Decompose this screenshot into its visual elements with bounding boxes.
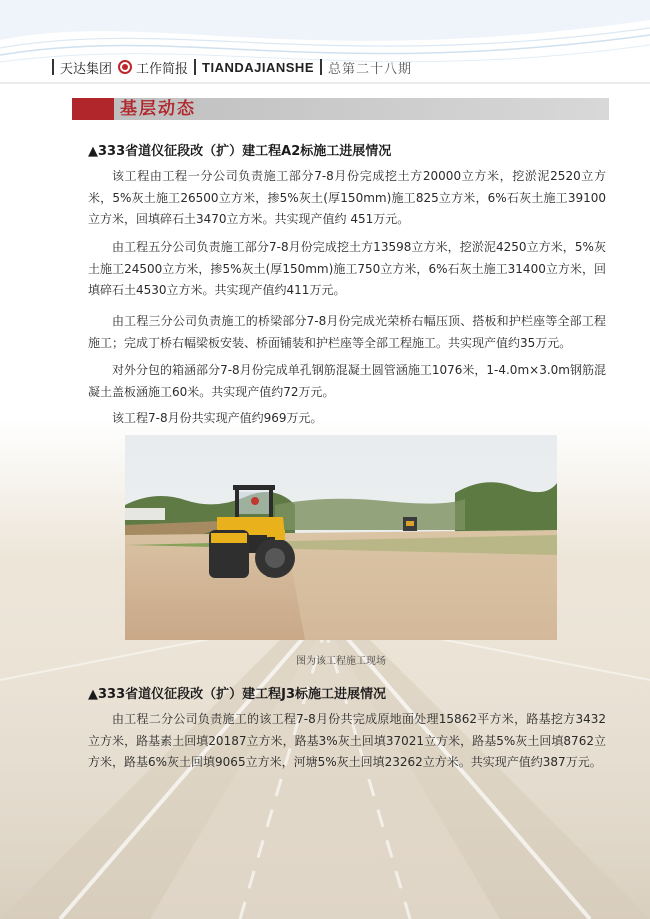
article-a2-paragraph: 由工程五分公司负责施工部分7-8月份完成挖土方13598立方米，挖淤泥4250立方米，5%灰土施工24500立方米，掺5%灰土(厚150mm)施工750立方米，6%石灰土施工31400立方米，回填碎石土4530立方米。共实现产值约411万元。 (88, 240, 606, 298)
company-name: 天达集团 (60, 61, 113, 77)
publication-name: 工作简报 (136, 61, 189, 77)
photo-caption: 图为该工程施工现场 (296, 656, 386, 667)
article-a2-paragraph: 该工程由工程一分公司负责施工部分7-8月份完成挖土方20000立方米，挖淤泥2520立方米，5%灰土施工26500立方米，掺5%灰土(厚150mm)施工825立方米，6%石灰土施工39100立方米，回填碎石土3470立方米。共实现产值约 451万元。 (88, 169, 606, 227)
header-divider (194, 59, 196, 75)
article-a2-paragraph: 由工程三分公司负责施工的桥梁部分7-8月份完成光荣桥右幅压顶、搭板和护栏座等全部工程施工；完成丁桥右幅梁板安装、桥面铺装和护栏座等全部工程施工。共实现产值约35万元。 (88, 314, 606, 350)
article-title-j3: ▲333省道仪征段改（扩）建工程J3标施工进展情况 (88, 687, 387, 702)
latin-brand-name: TIANDAJIANSHE (202, 59, 314, 75)
construction-site-photo (125, 435, 557, 640)
article-title-a2: ▲333省道仪征段改（扩）建工程A2标施工进展情况 (88, 144, 392, 159)
photo-illustration (125, 435, 557, 640)
article-j3-paragraph: 由工程二分公司负责施工的该工程7-8月份共完成原地面处理15862平方米，路基挖方3432立方米，路基素土回填20187立方米，路基3%灰土回填37021立方米，路基5%灰土回填8762立方米，路基6%灰土回填9065立方米，河塘5%灰土回填23262立方米。共实现产值约387万元。 (88, 712, 606, 770)
section-accent-block (72, 98, 114, 120)
section-header (72, 98, 609, 120)
header-divider (320, 59, 322, 75)
company-logo-icon (118, 60, 132, 74)
header-divider (52, 59, 54, 75)
article-a2-paragraph: 对外分包的箱涵部分7-8月份完成单孔钢筋混凝土圆管涵施工1076米，1-4.0m×3.0m钢筋混凝土盖板涵施工60米。共实现产值约72万元。 (88, 363, 606, 399)
page-header (46, 56, 412, 78)
section-title: 基层动态 (120, 99, 196, 119)
issue-number: 总第二十八期 (328, 61, 413, 77)
article-a2-paragraph: 该工程7-8月份共实现产值约969万元。 (112, 411, 323, 425)
